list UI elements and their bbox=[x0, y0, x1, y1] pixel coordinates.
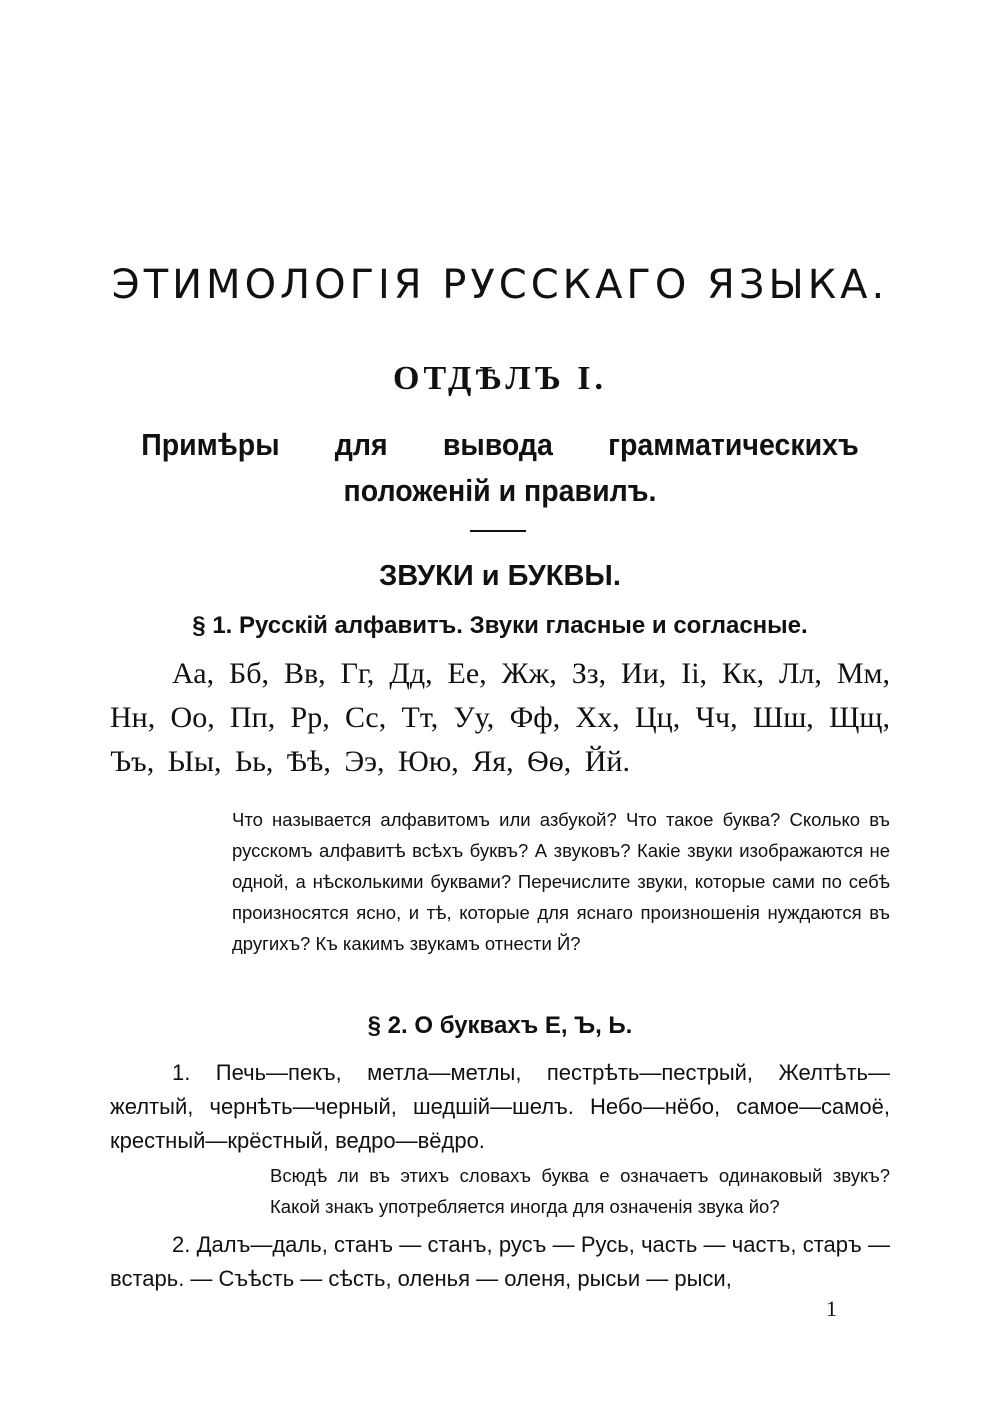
document-page bbox=[110, 0, 890, 1418]
section-subtitle: Примѣры для вывода грамматическихъ положеній и правилъ. bbox=[141, 427, 859, 508]
section-title: ОТДѢЛЪ I. bbox=[393, 360, 607, 397]
divider-rule bbox=[470, 530, 526, 532]
page-number: 1 bbox=[826, 1296, 837, 1321]
paragraph-2-example-2: 2. Далъ—даль, станъ — станъ, русъ — Русь, часть — частъ, старъ — встарь. — Съѣсть — сѣсть, оленья — оленя, рысьи — рыси, bbox=[110, 1232, 890, 1291]
paragraph-1-questions: Что называется алфавитомъ или азбукой? Что такое буква? Сколько въ русскомъ алфавитѣ всѣхъ буквъ? А звуковъ? Какіе звуки изображаются не одной, а нѣсколькими буквами? Перечислите звуки, которые сами по себѣ произносятся ясно, и тѣ, которые для яснаго произношенія нуждаются въ другихъ? Къ какимъ звукамъ отнести Й? bbox=[232, 809, 890, 954]
alphabet-list: Аа, Бб, Вв, Гг, Дд, Ее, Жж, Зз, Ии, Іі, Кк, Лл, Мм, Нн, Оо, Пп, Рр, Сс, Тт, Уу, Фф, Хх, Цц, Чч, Шш, Щщ, Ъъ, Ыы, Ьь, Ѣѣ, Ээ, Юю, Яя, Ѳѳ, Йй. bbox=[110, 657, 890, 778]
paragraph-2-heading: § 2. О буквахъ Е, Ъ, Ь. bbox=[367, 1012, 633, 1039]
paragraph-2-example-1: 1. Печь—пекъ, метла—метлы, пестрѣть—пестрый, Желтѣть—желтый, чернѣть—черный, шедшій—шелъ. Небо—нёбо, самое—самоё, крестный—крёстный, ведро—вёдро. bbox=[110, 1060, 890, 1153]
chapter-title: ЗВУКИ и БУКВЫ. bbox=[379, 560, 621, 592]
paragraph-1-heading: § 1. Русскій алфавитъ. Звуки гласные и согласные. bbox=[192, 612, 808, 639]
main-title: ЭТИМОЛОГІЯ РУССКАГО ЯЗЫКА. bbox=[111, 262, 889, 308]
paragraph-2-question-1: Всюдѣ ли въ этихъ словахъ буква е означаетъ одинаковый звукъ? Какой знакъ употребляется иногда для означенія звука йо? bbox=[270, 1165, 890, 1217]
